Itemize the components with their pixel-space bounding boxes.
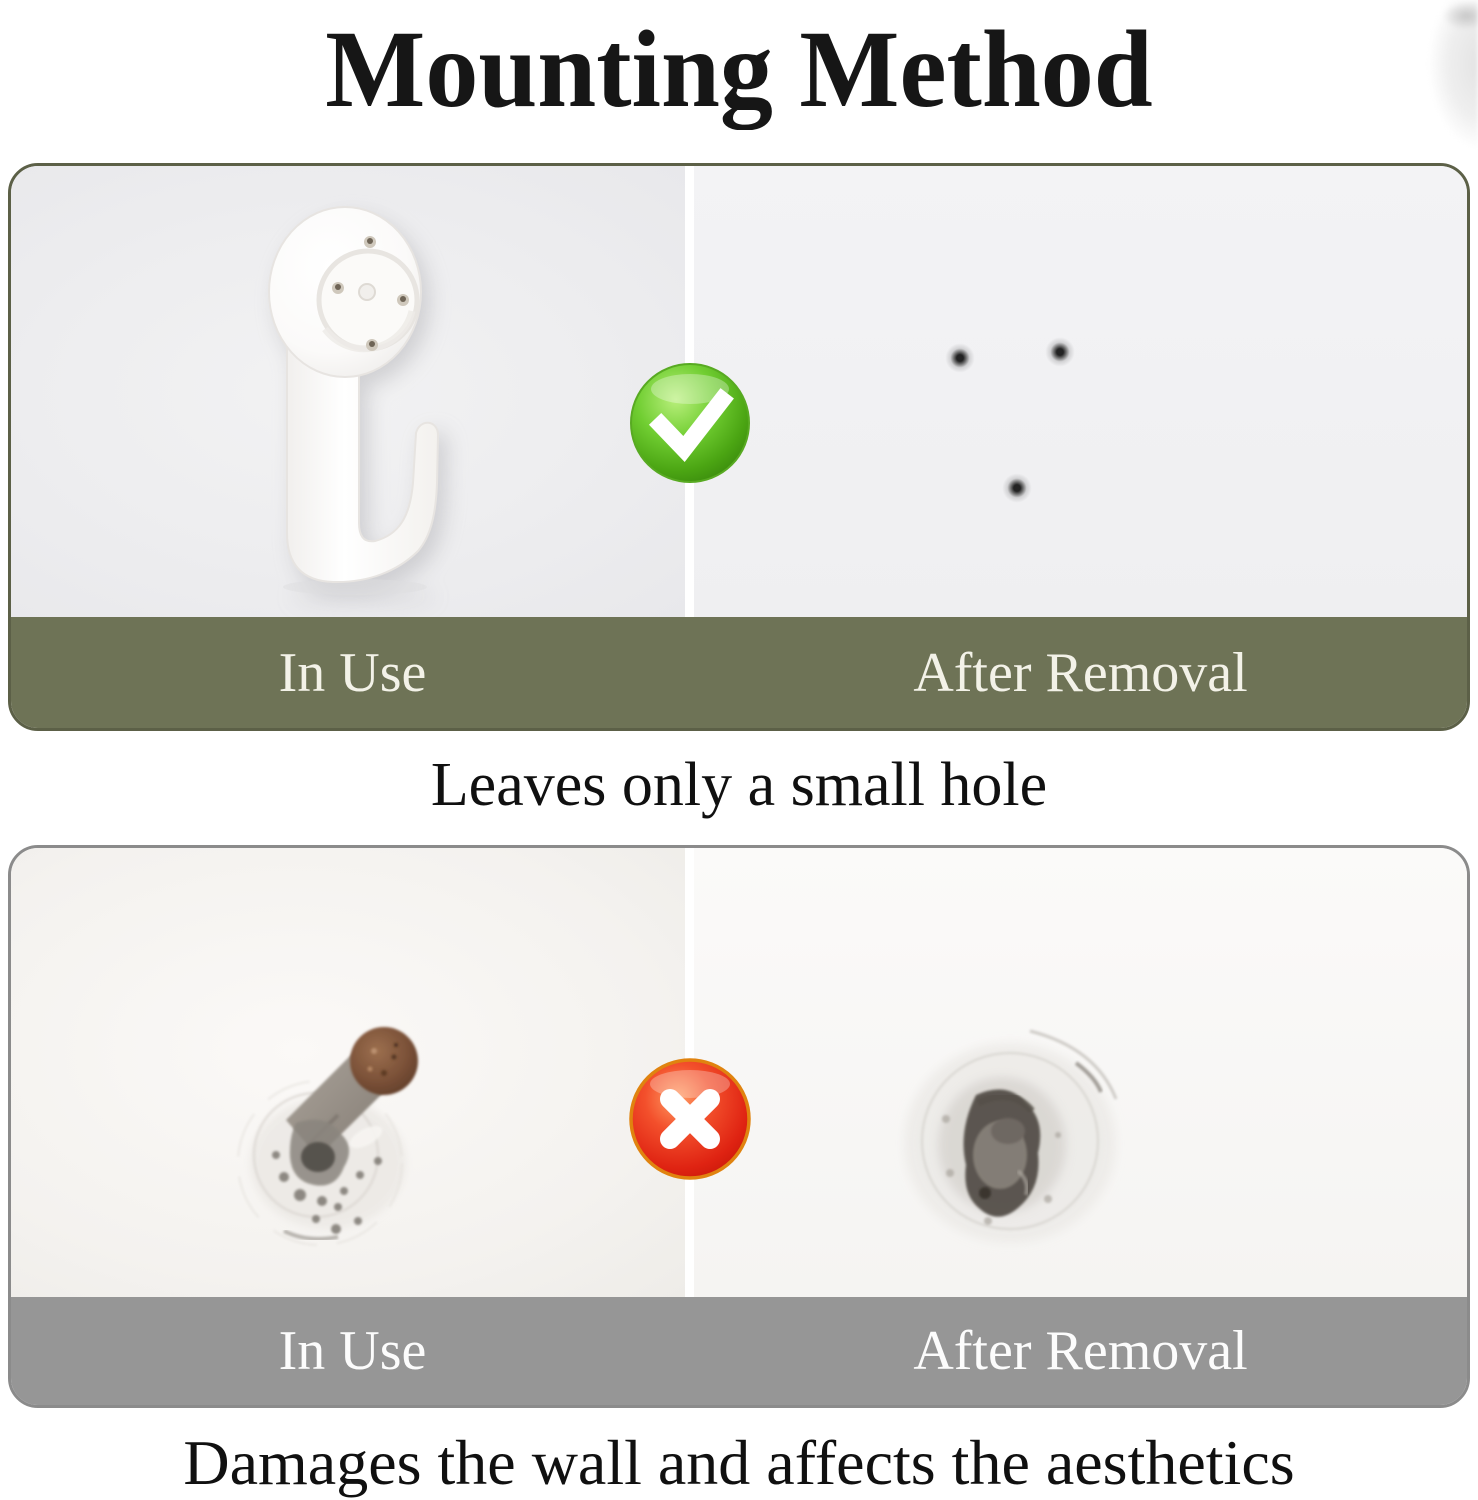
pin-hole [1042, 334, 1078, 370]
after-removal-big-hole-photo [694, 848, 1467, 1297]
corner-photo-fragment [1382, 0, 1478, 160]
pin-hole [942, 340, 978, 376]
good-panel-label-bar [11, 617, 1467, 728]
good-mounting-panel [8, 163, 1470, 731]
cross-icon [628, 1057, 752, 1181]
wall-hook-image [263, 203, 448, 598]
good-in-use-label: In Use [278, 641, 427, 704]
rusty-nail-image [188, 995, 508, 1295]
bad-panel-label-bar [11, 1297, 1467, 1405]
bad-after-removal-label: After Removal [913, 1320, 1248, 1382]
bad-in-use-label: In Use [278, 1320, 427, 1382]
bad-mounting-panel [8, 845, 1470, 1408]
check-icon [628, 361, 752, 485]
good-after-removal-label: After Removal [913, 641, 1248, 704]
wall-hole-image [880, 1003, 1160, 1283]
bad-panel-caption: Damages the wall and affects the aesthetics [183, 1427, 1295, 1498]
page-title: Mounting Method [325, 8, 1153, 130]
after-removal-small-holes-photo [694, 166, 1467, 617]
good-panel-caption: Leaves only a small hole [430, 751, 1048, 819]
hook-in-use-photo [11, 166, 694, 617]
pin-hole [999, 470, 1035, 506]
nail-in-use-photo [11, 848, 694, 1297]
